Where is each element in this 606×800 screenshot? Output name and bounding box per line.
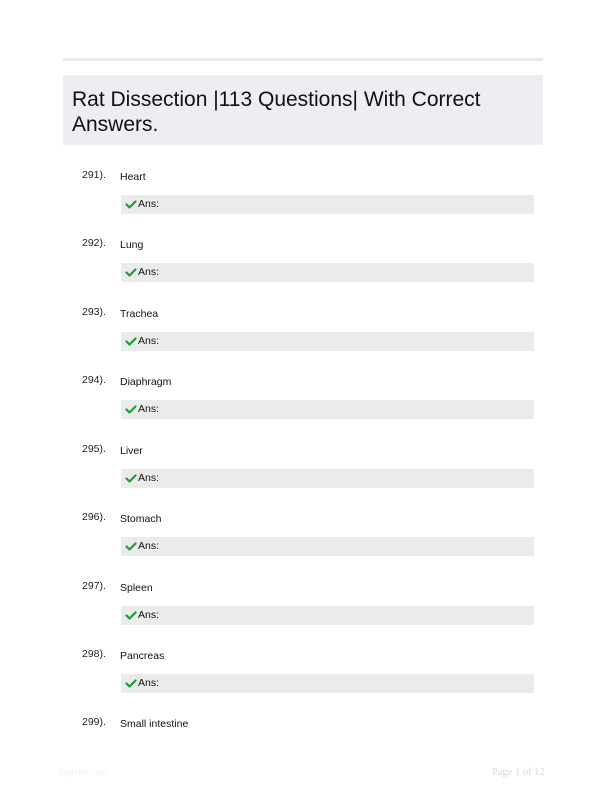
answer-label: Ans: bbox=[138, 266, 160, 278]
question-item bbox=[0, 237, 606, 297]
question-number: 293). bbox=[82, 306, 106, 318]
check-icon bbox=[125, 195, 137, 214]
question-item bbox=[0, 716, 606, 746]
answer-box bbox=[121, 195, 534, 214]
answer-label: Ans: bbox=[138, 198, 160, 210]
check-icon bbox=[125, 469, 137, 488]
answer-box bbox=[121, 537, 534, 556]
answer-label: Ans: bbox=[138, 472, 160, 484]
question-number: 297). bbox=[82, 580, 106, 592]
answer-label: Ans: bbox=[138, 609, 160, 621]
answer-box bbox=[121, 263, 534, 282]
question-text: Trachea bbox=[120, 308, 159, 320]
answer-box bbox=[121, 469, 534, 488]
question-number: 296). bbox=[82, 511, 106, 523]
question-item bbox=[0, 306, 606, 366]
question-item bbox=[0, 511, 606, 571]
document-title: Rat Dissection |113 Questions| With Correct Answers. bbox=[72, 88, 481, 136]
question-item bbox=[0, 169, 606, 229]
question-text: Pancreas bbox=[120, 650, 165, 662]
answer-label: Ans: bbox=[138, 540, 160, 552]
question-item bbox=[0, 443, 606, 503]
answer-label: Ans: bbox=[138, 677, 160, 689]
question-number: 295). bbox=[82, 443, 106, 455]
question-text: Stomach bbox=[120, 513, 162, 525]
question-item bbox=[0, 580, 606, 640]
question-number: 294). bbox=[82, 374, 106, 386]
question-text: Small intestine bbox=[120, 718, 189, 730]
question-text: Liver bbox=[120, 445, 143, 457]
question-number: 292). bbox=[82, 237, 106, 249]
answer-box bbox=[121, 606, 534, 625]
top-divider bbox=[63, 58, 543, 61]
question-number: 299). bbox=[82, 716, 106, 728]
answer-label: Ans: bbox=[138, 403, 160, 415]
check-icon bbox=[125, 674, 137, 693]
footer-watermark: Paperhtc.com bbox=[58, 767, 108, 777]
question-item bbox=[0, 648, 606, 708]
question-text: Lung bbox=[120, 239, 144, 251]
question-number: 291). bbox=[82, 169, 106, 181]
check-icon bbox=[125, 400, 137, 419]
check-icon bbox=[125, 263, 137, 282]
question-text: Heart bbox=[120, 171, 146, 183]
check-icon bbox=[125, 606, 137, 625]
page-indicator: Page 1 of 12 bbox=[492, 767, 545, 778]
question-text: Diaphragm bbox=[120, 376, 172, 388]
check-icon bbox=[125, 332, 137, 351]
answer-box bbox=[121, 332, 534, 351]
answer-box bbox=[121, 400, 534, 419]
question-number: 298). bbox=[82, 648, 106, 660]
answer-label: Ans: bbox=[138, 335, 160, 347]
question-item bbox=[0, 374, 606, 434]
title-banner bbox=[63, 75, 543, 145]
question-text: Spleen bbox=[120, 582, 153, 594]
answer-box bbox=[121, 674, 534, 693]
check-icon bbox=[125, 537, 137, 556]
